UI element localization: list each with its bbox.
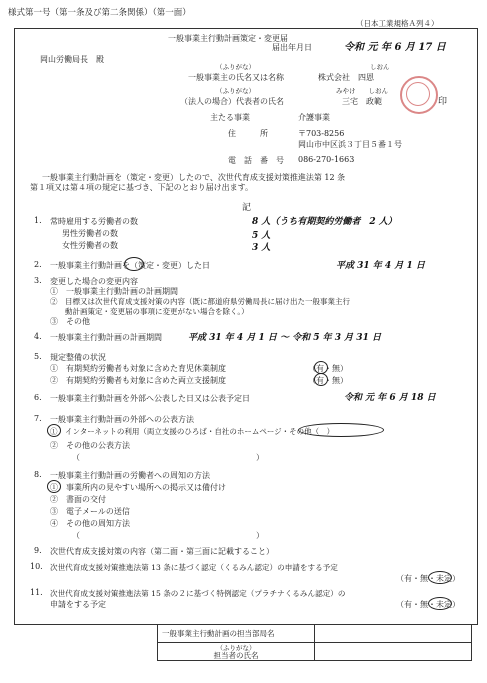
company-furigana: しおん bbox=[370, 63, 390, 71]
item-1-text: 常時雇用する労働者の数 bbox=[50, 217, 138, 226]
item-7-number: 7. bbox=[34, 414, 42, 423]
form-number: 様式第一号（第一条及び第二条関係）（第一面） bbox=[8, 8, 191, 18]
address-value: 岡山市中区浜３丁目５番１号 bbox=[298, 140, 402, 149]
form-title: 一般事業主行動計画策定・変更届 bbox=[168, 34, 288, 43]
item-5-sub-1: ① 有期契約労働者も対象に含めた育児休業制度 bbox=[50, 364, 226, 373]
item-2-text: 一般事業主行動計画を（策定・変更）した日 bbox=[50, 261, 210, 270]
item-4-text: 一般事業主行動計画の計画期間 bbox=[50, 333, 162, 342]
business-value: 介護事業 bbox=[298, 113, 330, 122]
strategy-circle bbox=[124, 257, 144, 271]
contact-table bbox=[157, 624, 472, 661]
postal-code: 〒703-8256 bbox=[298, 129, 345, 138]
phone-label: 電 話 番 号 bbox=[228, 156, 284, 165]
item-6-number: 6. bbox=[34, 393, 42, 402]
item-5-text: 規定整備の状況 bbox=[50, 353, 106, 362]
notice-circle bbox=[47, 480, 61, 493]
seal-mark: 印 bbox=[438, 97, 448, 107]
item-7-sub-1: ① インターネットの利用（両立支援のひろば・自社のホームページ・その他（ ） bbox=[50, 427, 335, 436]
item-1-value: 8 人（うち有期契約労働者 2 人） bbox=[252, 217, 397, 227]
jis-label: （日本工業規格Ａ列４） bbox=[356, 19, 439, 28]
undecided-circle-10 bbox=[428, 571, 452, 584]
item-11-text-2: 申請をする予定 bbox=[50, 600, 106, 609]
rep-name: 三宅 政範 bbox=[342, 97, 382, 106]
item-7-sub-2: ② その他の公表方法 bbox=[50, 441, 130, 450]
internet-circle bbox=[47, 424, 61, 437]
phone-value: 086-270-1663 bbox=[298, 155, 355, 164]
intro-line-1: 一般事業主行動計画を（策定・変更）したので、次世代育成支援対策推進法第 12 条 bbox=[42, 173, 346, 182]
item-5-number: 5. bbox=[34, 352, 42, 361]
item-3-sub-1: ① 一般事業主行動計画の計画期間 bbox=[50, 287, 178, 296]
male-count-value: 5 人 bbox=[252, 231, 271, 241]
item-8-number: 8. bbox=[34, 470, 42, 479]
item-4-value: 平成 31 年 4 月 1 日 ～ 令和 5 年 3 月 31 日 bbox=[188, 333, 381, 343]
item-5-sub-2-value: （有・無） bbox=[308, 376, 348, 385]
person-label: 担当者の氏名 bbox=[213, 650, 259, 660]
item-3-text: 変更した場合の変更内容 bbox=[50, 277, 138, 286]
item-11-text: 次世代育成支援対策推進法第 15 条の２に基づく特例認定（プラチナくるみん認定）の bbox=[50, 589, 346, 598]
furigana-label-1: （ふりがな） bbox=[216, 63, 255, 71]
item-8-sub-1: ① 事業所内の見やすい場所への掲示又は備付け bbox=[50, 483, 226, 492]
item-5-sub-1-value: （有・無） bbox=[308, 364, 348, 373]
rep-furigana: みやけ しおん bbox=[336, 87, 388, 95]
company-seal bbox=[400, 76, 438, 114]
company-name: 株式会社 四恩 bbox=[318, 73, 374, 82]
item-4-number: 4. bbox=[34, 332, 42, 341]
dept-field[interactable] bbox=[315, 625, 472, 643]
item-3-sub-4: ③ その他 bbox=[50, 317, 90, 326]
item-3-number: 3. bbox=[34, 276, 42, 285]
item-8-sub-5: （ ） bbox=[72, 531, 264, 540]
female-count-label: 女性労働者の数 bbox=[62, 241, 118, 250]
item-10-text: 次世代育成支援対策推進法第 13 条に基づく認定（くるみん認定）の申請をする予定 bbox=[50, 563, 338, 572]
company-label: 一般事業主の氏名又は名称 bbox=[188, 73, 284, 82]
item-10-number: 10. bbox=[30, 562, 43, 571]
addressee: 岡山労働局長 殿 bbox=[40, 55, 104, 64]
item-2-value: 平成 31 年 4 月 1 日 bbox=[336, 261, 425, 271]
rep-label: （法人の場合）代表者の氏名 bbox=[180, 97, 284, 106]
item-9-number: 9. bbox=[34, 546, 42, 555]
item-3-sub-3: 動計画策定・変更届の事項に変更がない場合を除く。） bbox=[50, 307, 249, 316]
item-9-text: 次世代育成支援対策の内容（第二面・第三面に記載すること） bbox=[50, 547, 274, 556]
item-7-sub-3: （ ） bbox=[72, 453, 264, 462]
item-8-text: 一般事業主行動計画の労働者への周知の方法 bbox=[50, 471, 210, 480]
item-2-number: 2. bbox=[34, 260, 42, 269]
item-7-text: 一般事業主行動計画の外部への公表方法 bbox=[50, 415, 194, 424]
dept-label: 一般事業主行動計画の担当部局名 bbox=[158, 625, 315, 643]
business-label: 主たる事業 bbox=[210, 113, 250, 122]
item-11-value: （有・無・未定） bbox=[396, 600, 460, 609]
date-label: 届出年月日 bbox=[272, 43, 312, 52]
item-11-number: 11. bbox=[30, 588, 43, 597]
item-1-number: 1. bbox=[34, 216, 42, 225]
item-8-sub-3: ③ 電子メールの送信 bbox=[50, 507, 130, 516]
item-3-sub-2: ② 目標又は次世代育成支援対策の内容（既に都道府県労働局長に届け出た一般事業主行 bbox=[50, 297, 350, 306]
person-furigana: （ふりがな） bbox=[216, 643, 256, 652]
person-field[interactable] bbox=[315, 643, 472, 661]
female-count-value: 3 人 bbox=[252, 243, 271, 253]
male-count-label: 男性労働者の数 bbox=[62, 229, 118, 238]
item-8-sub-4: ④ その他の周知方法 bbox=[50, 519, 130, 528]
item-6-text: 一般事業主行動計画を外部へ公表した日又は公表予定日 bbox=[50, 394, 250, 403]
item-8-sub-2: ② 書面の交付 bbox=[50, 495, 106, 504]
item-5-sub-2: ② 有期契約労働者も対象に含めた両立支援制度 bbox=[50, 376, 226, 385]
address-label: 住 所 bbox=[228, 129, 268, 138]
item-10-value: （有・無・未定） bbox=[396, 574, 460, 583]
undecided-circle-11 bbox=[428, 597, 452, 610]
homepage-circle bbox=[298, 423, 384, 437]
furigana-label-2: （ふりがな） bbox=[216, 87, 255, 95]
item-6-value: 令和 元 年 6 月 18 日 bbox=[344, 393, 436, 403]
intro-line-2: 第１項又は第４項の規定に基づき、下記のとおり届け出ます。 bbox=[30, 183, 254, 192]
ki-heading: 記 bbox=[242, 203, 252, 213]
date-value: 令和 元 年 6 月 17 日 bbox=[344, 42, 446, 53]
person-label-cell bbox=[158, 643, 315, 661]
yes-circle-2 bbox=[314, 373, 328, 386]
